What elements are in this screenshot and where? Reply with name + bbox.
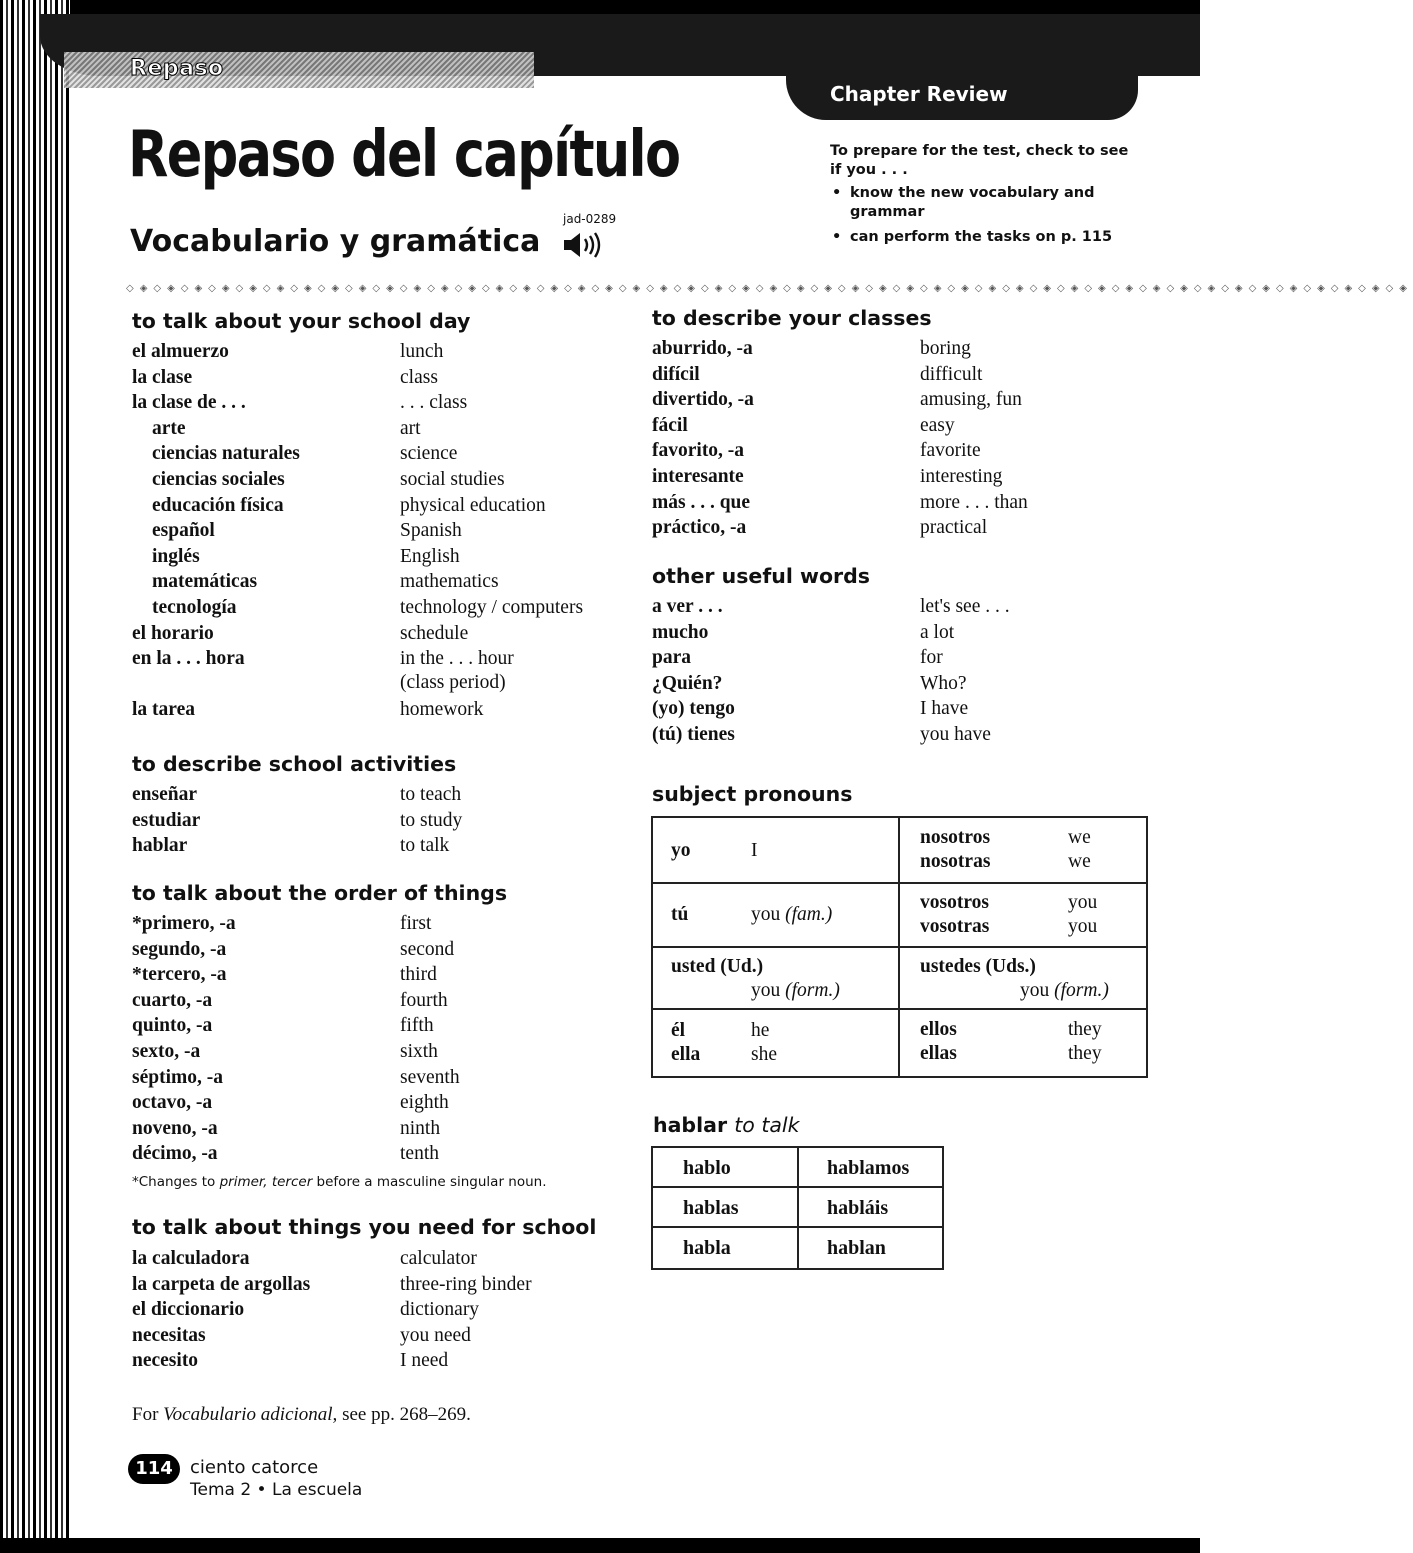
english-meaning: to teach <box>400 784 462 805</box>
pronoun: ellos <box>920 1019 957 1040</box>
speaker-icon[interactable] <box>562 230 606 260</box>
english-meaning: for <box>920 647 943 669</box>
pronoun-meaning: she <box>751 1044 777 1065</box>
heading-order: to talk about the order of things <box>132 881 508 905</box>
spanish-term: sexto, -a <box>132 1040 201 1062</box>
english-meaning: art <box>400 417 421 439</box>
list-item <box>132 569 632 595</box>
english-meaning: sixth <box>400 1040 438 1062</box>
english-meaning: to study <box>400 809 463 831</box>
chapter-review-tab <box>786 70 1138 120</box>
spanish-term: octavo, -a <box>132 1092 213 1114</box>
pronoun-meaning: they <box>1068 1019 1102 1040</box>
spanish-term: mucho <box>652 621 709 643</box>
english-meaning: lunch <box>400 341 444 362</box>
list-item <box>132 390 632 416</box>
verb-meaning: to talk <box>734 1113 800 1137</box>
spanish-term: décimo, -a <box>132 1143 218 1165</box>
list-item <box>132 697 632 723</box>
list-item <box>132 808 632 834</box>
english-meaning: first <box>400 913 432 934</box>
english-meaning: you need <box>400 1324 471 1346</box>
english-meaning: science <box>400 443 458 465</box>
english-meaning: fourth <box>400 989 448 1011</box>
list-item <box>652 594 1132 620</box>
list-item <box>652 722 1132 748</box>
spanish-term: la clase <box>132 366 193 388</box>
dotted-divider: ◇◈◇◈◇◈◇◈◇◈◇◈◇◈◇◈◇◈◇◈◇◈◇◈◇◈◇◈◇◈◇◈◇◈◇◈◇◈◇◈◇◈◇◈◇◈◇◈◇◈◇◈◇◈◇◈◇◈◇◈◇◈◇◈◇◈◇◈◇◈◇◈◇◈◇◈◇◈◇◈◇◈◇◈◇◈◇◈◇◈◇◈◇◈ <box>126 283 1413 294</box>
test-prep-box <box>830 142 1130 253</box>
spanish-term: favorito, -a <box>652 440 745 462</box>
english-meaning: favorite <box>920 440 981 462</box>
register-note: (form.) <box>785 980 840 1001</box>
conjugation-cell: habla <box>653 1228 799 1268</box>
table-cell <box>653 884 900 948</box>
list-order <box>132 911 632 1167</box>
pronoun-meaning: they <box>1068 1043 1102 1064</box>
conjugation-cell: hablamos <box>797 1148 943 1188</box>
pronoun: nosotras <box>920 851 991 872</box>
list-item <box>132 937 632 963</box>
list-item <box>652 490 1132 516</box>
english-meaning: in the . . . hour <box>400 648 514 670</box>
table-cell <box>900 948 1146 1010</box>
english-meaning: . . . class <box>400 392 468 414</box>
list-item <box>132 911 632 937</box>
list-item <box>132 646 632 697</box>
spanish-term: *tercero, -a <box>132 964 227 986</box>
english-meaning: schedule <box>400 622 469 644</box>
spanish-term: a ver . . . <box>652 596 723 617</box>
english-meaning: English <box>400 545 460 567</box>
spanish-term: la calculadora <box>132 1248 250 1269</box>
table-cell <box>900 1010 1146 1076</box>
footnote-text: *Changes to <box>132 1174 220 1190</box>
spanish-term: el almuerzo <box>132 341 229 362</box>
english-meaning: three-ring binder <box>400 1273 532 1295</box>
register-note: (fam.) <box>785 904 833 925</box>
conjugation-cell: hablas <box>653 1188 799 1228</box>
english-meaning: dictionary <box>400 1299 480 1321</box>
spanish-term: arte <box>152 417 186 439</box>
verb-infinitive: hablar <box>653 1113 728 1137</box>
spanish-term: ciencias naturales <box>152 443 300 465</box>
pronoun-meaning: we <box>1068 827 1091 848</box>
list-describe-classes <box>652 336 1132 541</box>
page-subtitle: Vocabulario y gramática <box>130 224 541 259</box>
pronoun-meaning: you <box>1068 916 1098 937</box>
list-item <box>132 1039 632 1065</box>
spanish-term: estudiar <box>132 809 201 831</box>
list-item <box>132 833 632 859</box>
english-meaning: second <box>400 938 455 960</box>
english-meaning: fifth <box>400 1015 434 1037</box>
list-school-day <box>132 339 632 723</box>
spanish-term: ¿Quién? <box>652 672 723 694</box>
heading-things: to talk about things you need for school <box>132 1215 597 1239</box>
list-item <box>652 464 1132 490</box>
table-cell <box>653 1010 900 1076</box>
conjugation-cell: hablan <box>827 1237 886 1259</box>
list-school-activities <box>132 782 632 859</box>
heading-school-activities: to describe school activities <box>132 752 457 776</box>
heading-school-day: to talk about your school day <box>132 309 471 333</box>
pronoun: tú <box>671 904 689 925</box>
conjugation-cell: habláis <box>797 1188 943 1228</box>
list-item <box>132 1065 632 1091</box>
spanish-term: tecnología <box>152 596 237 618</box>
english-meaning: I need <box>400 1350 449 1372</box>
footnote-text: before a masculine singular noun. <box>312 1174 547 1190</box>
english-meaning: class <box>400 366 438 388</box>
english-meaning: ninth <box>400 1117 441 1139</box>
footnote <box>132 1174 547 1190</box>
list-item <box>132 782 632 808</box>
list-item <box>652 515 1132 541</box>
list-item <box>132 1348 632 1374</box>
spanish-term: la clase de . . . <box>132 392 246 414</box>
list-item <box>132 441 632 467</box>
spanish-term: aburrido, -a <box>652 338 753 359</box>
english-meaning: mathematics <box>400 571 499 593</box>
pronoun: yo <box>671 840 691 861</box>
pronoun: vosotras <box>920 916 990 937</box>
spanish-term: enseñar <box>132 784 197 805</box>
english-meaning: boring <box>920 338 971 359</box>
spanish-term: hablar <box>132 835 188 857</box>
theme-label: Tema 2 • La escuela <box>190 1480 363 1500</box>
pronoun-meaning <box>1020 980 1109 1002</box>
english-meaning: let's see . . . <box>920 596 1010 617</box>
hablar-conjugation-table <box>651 1146 944 1270</box>
list-item <box>132 1013 632 1039</box>
audio-code: jad-0289 <box>563 212 617 226</box>
list-item <box>652 696 1132 722</box>
english-meaning: social studies <box>400 468 505 490</box>
pronoun-meaning: you <box>1068 892 1098 913</box>
english-meaning: third <box>400 964 437 986</box>
english-meaning: interesting <box>920 465 1003 487</box>
spanish-term: el diccionario <box>132 1299 245 1321</box>
pronoun: nosotros <box>920 827 991 848</box>
table-cell <box>653 948 900 1010</box>
test-prep-item: • know the new vocabulary and grammar <box>830 184 1130 222</box>
english-meaning: to talk <box>400 835 450 857</box>
spanish-term: la carpeta de argollas <box>132 1273 311 1295</box>
list-item <box>132 621 632 647</box>
pronoun: él <box>671 1020 686 1041</box>
pronoun-meaning-text: you <box>751 980 786 1001</box>
pronoun-meaning: he <box>751 1020 770 1041</box>
reference-text: see pp. 268–269. <box>337 1404 471 1425</box>
spanish-term: quinto, -a <box>132 1015 213 1037</box>
spanish-term: necesitas <box>132 1324 206 1346</box>
list-item <box>132 493 632 519</box>
pronoun-meaning <box>751 904 832 926</box>
heading-hablar <box>653 1113 799 1137</box>
spanish-term: (tú) tienes <box>652 723 735 745</box>
english-meaning: I have <box>920 698 969 720</box>
english-meaning: Spanish <box>400 520 462 542</box>
list-item <box>652 645 1132 671</box>
list-item <box>132 1090 632 1116</box>
spanish-term: fácil <box>652 414 688 436</box>
pronoun-meaning-text: you <box>1020 980 1055 1001</box>
heading-subject-pronouns: subject pronouns <box>652 782 853 806</box>
english-meaning: Who? <box>920 672 967 694</box>
spanish-term: séptimo, -a <box>132 1066 223 1088</box>
pronoun: ustedes (Uds.) <box>920 956 1036 977</box>
list-item <box>132 1297 632 1323</box>
table-cell <box>900 818 1146 884</box>
binding-edge <box>0 0 70 1553</box>
table-cell <box>653 818 900 884</box>
list-item <box>132 518 632 544</box>
list-item <box>132 1323 632 1349</box>
page-number-badge: 114 <box>128 1454 180 1484</box>
register-note: (form.) <box>1054 980 1109 1001</box>
spanish-term: práctico, -a <box>652 517 747 539</box>
list-item <box>132 1116 632 1142</box>
heading-useful-words: other useful words <box>652 564 871 588</box>
footnote-italic: primer, tercer <box>219 1174 313 1190</box>
conjugation-cell: hablo <box>653 1148 799 1188</box>
english-meaning: difficult <box>920 363 983 385</box>
spanish-term: *primero, -a <box>132 913 236 934</box>
list-item <box>652 362 1132 388</box>
list-things <box>132 1246 632 1374</box>
list-item <box>652 438 1132 464</box>
spanish-term: cuarto, -a <box>132 989 213 1011</box>
english-meaning: practical <box>920 517 988 539</box>
spanish-term: divertido, -a <box>652 389 754 411</box>
list-item <box>132 1141 632 1167</box>
test-prep-intro: To prepare for the test, check to see if you . . . <box>830 143 1129 178</box>
spanish-term: ciencias sociales <box>152 468 285 490</box>
list-item <box>652 671 1132 697</box>
spanish-term: en la . . . hora <box>132 648 245 670</box>
spanish-term: matemáticas <box>152 571 258 593</box>
list-item <box>132 595 632 621</box>
reference-italic: Vocabulario adicional, <box>163 1404 338 1425</box>
spanish-term: interesante <box>652 465 744 487</box>
additional-vocab-reference <box>132 1404 471 1426</box>
repaso-tag: Repaso <box>130 56 224 81</box>
spanish-term: más . . . que <box>652 491 751 513</box>
pronoun-meaning: I <box>751 840 758 861</box>
pronoun-meaning <box>751 980 840 1002</box>
page-number-words: ciento catorce <box>190 1457 319 1478</box>
list-item <box>132 544 632 570</box>
list-item <box>132 339 632 365</box>
spanish-term: necesito <box>132 1350 199 1372</box>
spanish-term: la tarea <box>132 699 195 721</box>
english-meaning: eighth <box>400 1092 449 1114</box>
spanish-term: para <box>652 647 691 669</box>
list-item <box>132 988 632 1014</box>
spanish-term: español <box>152 520 215 542</box>
english-meaning: a lot <box>920 621 955 643</box>
heading-describe-classes: to describe your classes <box>652 306 932 330</box>
english-meaning: seventh <box>400 1066 460 1088</box>
english-meaning: amusing, fun <box>920 389 1022 411</box>
pronoun-meaning: we <box>1068 851 1091 872</box>
page-title: Repaso del capítulo <box>128 118 680 192</box>
list-item <box>652 336 1132 362</box>
pronoun-meaning-text: you <box>751 904 786 925</box>
english-meaning: more . . . than <box>920 491 1028 513</box>
page-bottom-edge <box>0 1538 1200 1553</box>
list-item <box>132 467 632 493</box>
table-cell <box>900 884 1146 948</box>
english-meaning: easy <box>920 414 955 436</box>
pronoun: vosotros <box>920 892 989 913</box>
spanish-term: segundo, -a <box>132 938 227 960</box>
list-item <box>132 962 632 988</box>
chapter-review-label: Chapter Review <box>830 82 1008 106</box>
list-item <box>132 1246 632 1272</box>
english-meaning: homework <box>400 699 484 721</box>
list-item <box>132 365 632 391</box>
spanish-term: noveno, -a <box>132 1117 218 1139</box>
english-meaning: you have <box>920 723 991 745</box>
list-item <box>652 387 1132 413</box>
test-prep-item: • can perform the tasks on p. 115 <box>830 228 1130 247</box>
spanish-term: inglés <box>152 545 200 567</box>
pronoun: ellas <box>920 1043 957 1064</box>
list-item <box>132 416 632 442</box>
test-prep-list <box>830 184 1130 247</box>
spanish-term: el horario <box>132 622 214 644</box>
list-item <box>132 1272 632 1298</box>
spanish-term: educación física <box>152 494 284 516</box>
spanish-term: difícil <box>652 363 700 385</box>
reference-text: For <box>132 1404 164 1425</box>
english-meaning: calculator <box>400 1248 477 1269</box>
list-item <box>652 413 1132 439</box>
english-meaning-line2: (class period) <box>400 672 506 694</box>
list-item <box>652 620 1132 646</box>
spanish-term: (yo) tengo <box>652 698 735 720</box>
subject-pronouns-table <box>651 816 1148 1078</box>
english-meaning: physical education <box>400 494 546 516</box>
pronoun: ella <box>671 1044 701 1065</box>
list-useful-words <box>652 594 1132 748</box>
english-meaning: technology / computers <box>400 596 584 618</box>
pronoun: usted (Ud.) <box>671 956 764 977</box>
english-meaning: tenth <box>400 1143 439 1165</box>
